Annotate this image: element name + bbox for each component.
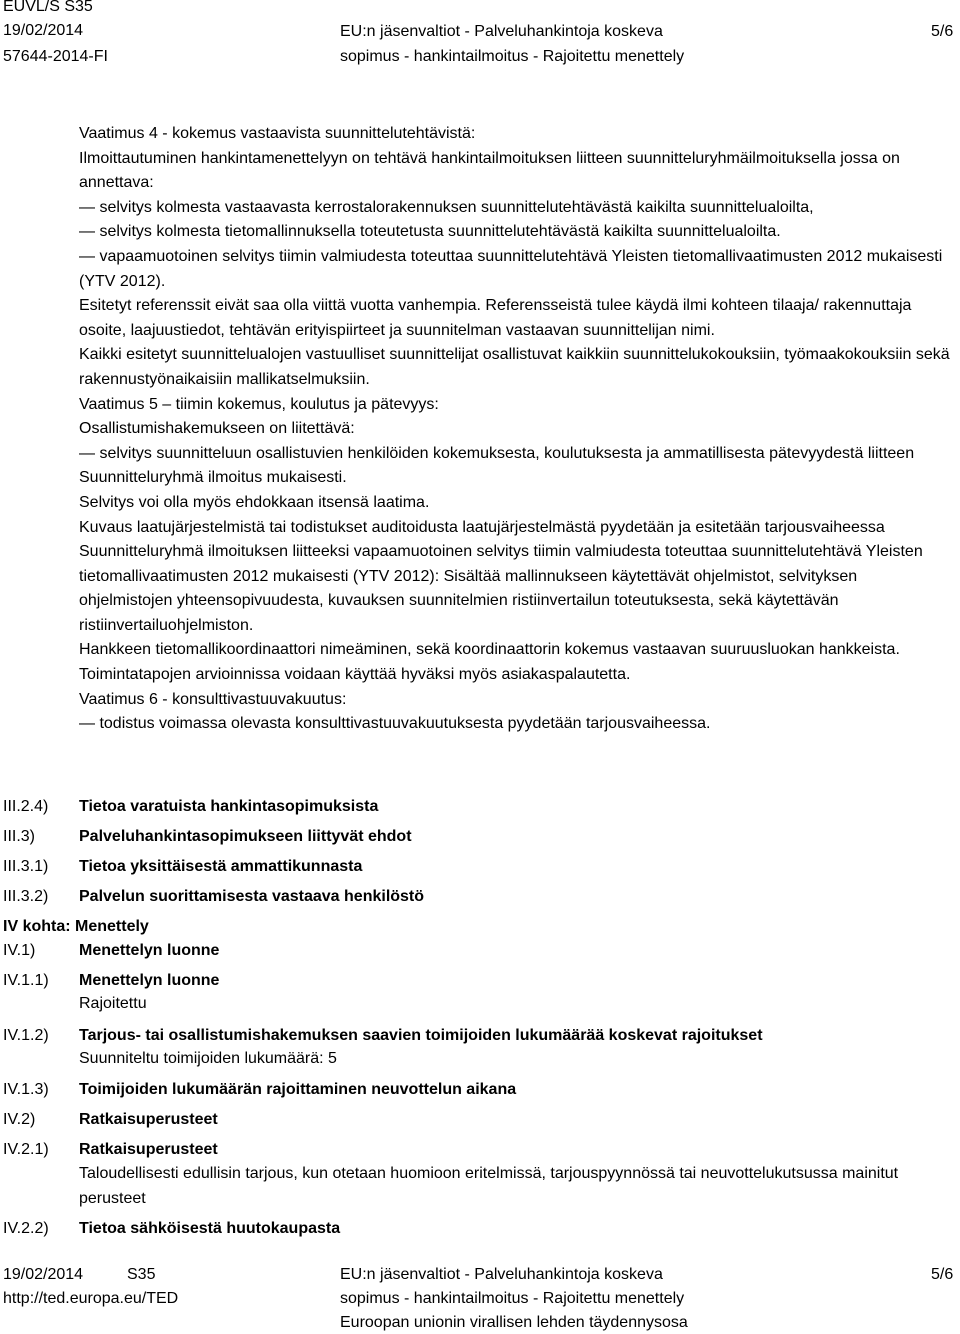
section-number: IV.1) [3,942,36,959]
doc-id: EUVL/S S35 [3,0,93,15]
section-text: Suunniteltu toimijoiden lukumäärä: 5 [79,1050,337,1067]
footer-title-line2: sopimus - hankintailmoitus - Rajoitettu menettely [340,1290,685,1307]
section-number: III.2.4) [3,798,49,815]
section-title: Palveluhankintasopimukseen liittyvät ehdot [79,828,412,845]
section-text: Taloudellisesti edullisin tarjous, kun otetaan huomioon eritelmissä, tarjouspyynnössä tai neuvottelukutsussa mainitut perusteet [79,1165,899,1207]
body-line: Selvitys voi olla myös ehdokkaan itsensä laatima. [79,493,430,511]
section-title: Ratkaisuperusteet [79,1141,218,1158]
section-number: IV.1.1) [3,972,49,989]
part-heading: IV kohta: Menettely [3,918,149,935]
section-title: Palvelun suorittamisesta vastaava henkilöstö [79,888,425,905]
body-line: Kuvaus laatujärjestelmistä tai todistukset auditoidusta laatujärjestelmästä pyydetään ja esitetään tarjousvaiheessa [79,518,885,536]
body-line: — selvitys kolmesta vastaavasta kerrostalorakennuksen suunnittelutehtävästä kaikilta suunnittelualoilta, [79,198,814,216]
section-title: Menettelyn luonne [79,972,220,989]
body-line: Suunnitteluryhmä ilmoituksen liitteeksi vapaamuotoinen selvitys tiimin valmiudesta toteuttaa suunnittelutehtävä Yleisten tietomallivaatimusten 2012 mukaisesti (YTV 2012): Sisältää mallinnukseen käytettävät ohjelmistot, selvityksen ohjelmistojen yhteensopivuudesta, kuvauksen suunnitelmien ristiinvertailun toteutuksesta, sekä käytettävän ristiinvertailuohjelmiston. [79,543,923,634]
footer-title-line3: Euroopan unionin virallisen lehden täydennysosa [340,1314,688,1331]
section-title: Menettelyn luonne [79,942,220,959]
section-number: III.3) [3,828,36,845]
body-line: Toimintatapojen arvioinnissa voidaan käyttää hyväksi myös asiakaspalautetta. [79,666,631,684]
section-text: Rajoitettu [79,995,147,1012]
header-title-line1: EU:n jäsenvaltiot - Palveluhankintoja koskeva [340,23,663,40]
section-title: Tarjous- tai osallistumishakemuksen saavien toimijoiden lukumäärää koskevat rajoitukset [79,1027,763,1044]
header-page-number: 5/6 [931,23,954,40]
body-line: Vaatimus 5 – tiimin kokemus, koulutus ja pätevyys: [79,395,439,413]
section-number: IV.2.1) [3,1141,49,1158]
body-line: Vaatimus 6 - konsulttivastuuvakuutus: [79,690,347,708]
body-line: Osallistumishakemukseen on liitettävä: [79,420,355,438]
footer-url-link[interactable]: http://ted.europa.eu/TED [3,1290,179,1307]
body-line: — todistus voimassa olevasta konsulttivastuuvakuutuksesta pyydetään tarjousvaiheessa. [79,715,711,733]
section-number: III.3.2) [3,888,49,905]
section-number: IV.2) [3,1111,36,1128]
notice-number: 57644-2014-FI [3,48,108,65]
footer-date: 19/02/2014 [3,1266,84,1283]
body-line: Vaatimus 4 - kokemus vastaavista suunnittelutehtävistä: [79,125,476,142]
header-date: 19/02/2014 [3,22,84,39]
section-number: III.3.1) [3,858,49,875]
body-line: Esitetyt referenssit eivät saa olla viittä vuotta vanhempia. Referensseistä tulee käydä ilmi kohteen tilaaja/ rakennuttaja osoite, laajuustiedot, tehtävän erityispiirteet ja suunnitelman vastaavan suunnittelijan nimi. [79,297,912,339]
section-title: Toimijoiden lukumäärän rajoittaminen neuvottelun aikana [79,1081,517,1098]
footer-title-line1: EU:n jäsenvaltiot - Palveluhankintoja koskeva [340,1266,663,1283]
body-line: Ilmoittautuminen hankintamenettelyyn on tehtävä hankintailmoituksen liitteen suunnitteluryhmäilmoituksella jossa on annettava: [79,149,900,192]
section-number: IV.2.2) [3,1220,49,1237]
section-title: Tietoa sähköisestä huutokaupasta [79,1220,341,1237]
body-line: — vapaamuotoinen selvitys tiimin valmiudesta toteuttaa suunnittelutehtävä Yleisten tietomallivaatimusten 2012 mukaisesti (YTV 2012). [79,247,943,290]
requirements-text [79,122,951,737]
body-line: Kaikki esitetyt suunnittelualojen vastuulliset suunnittelijat osallistuvat kaikkiin suunnittelukokouksiin, työmaakokouksiin sekä rakennustyönaikaisiin mallikatselmuksiin. [79,346,950,388]
body-line: Hankkeen tietomallikoordinaattori nimeäminen, sekä koordinaattorin kokemus vastaavan suuruusluokan hankkeista. [79,641,900,659]
section-title: Tietoa varatuista hankintasopimuksista [79,798,379,815]
section-number: IV.1.2) [3,1027,49,1044]
section-title: Tietoa yksittäisestä ammattikunnasta [79,858,363,875]
section-number: IV.1.3) [3,1081,49,1098]
footer-page-number: 5/6 [931,1266,954,1283]
body-line: — selvitys kolmesta tietomallinnuksella toteutetusta suunnittelutehtävästä kaikilta suunnittelualoilta. [79,223,781,241]
footer-series: S35 [127,1266,156,1283]
header-title-line2: sopimus - hankintailmoitus - Rajoitettu menettely [340,48,685,65]
body-line: — selvitys suunnitteluun osallistuvien henkilöiden kokemuksesta, koulutuksesta ja ammatillisesta pätevyydestä liitteen Suunnitteluryhmä ilmoitus mukaisesti. [79,444,915,487]
section-title: Ratkaisuperusteet [79,1111,218,1128]
